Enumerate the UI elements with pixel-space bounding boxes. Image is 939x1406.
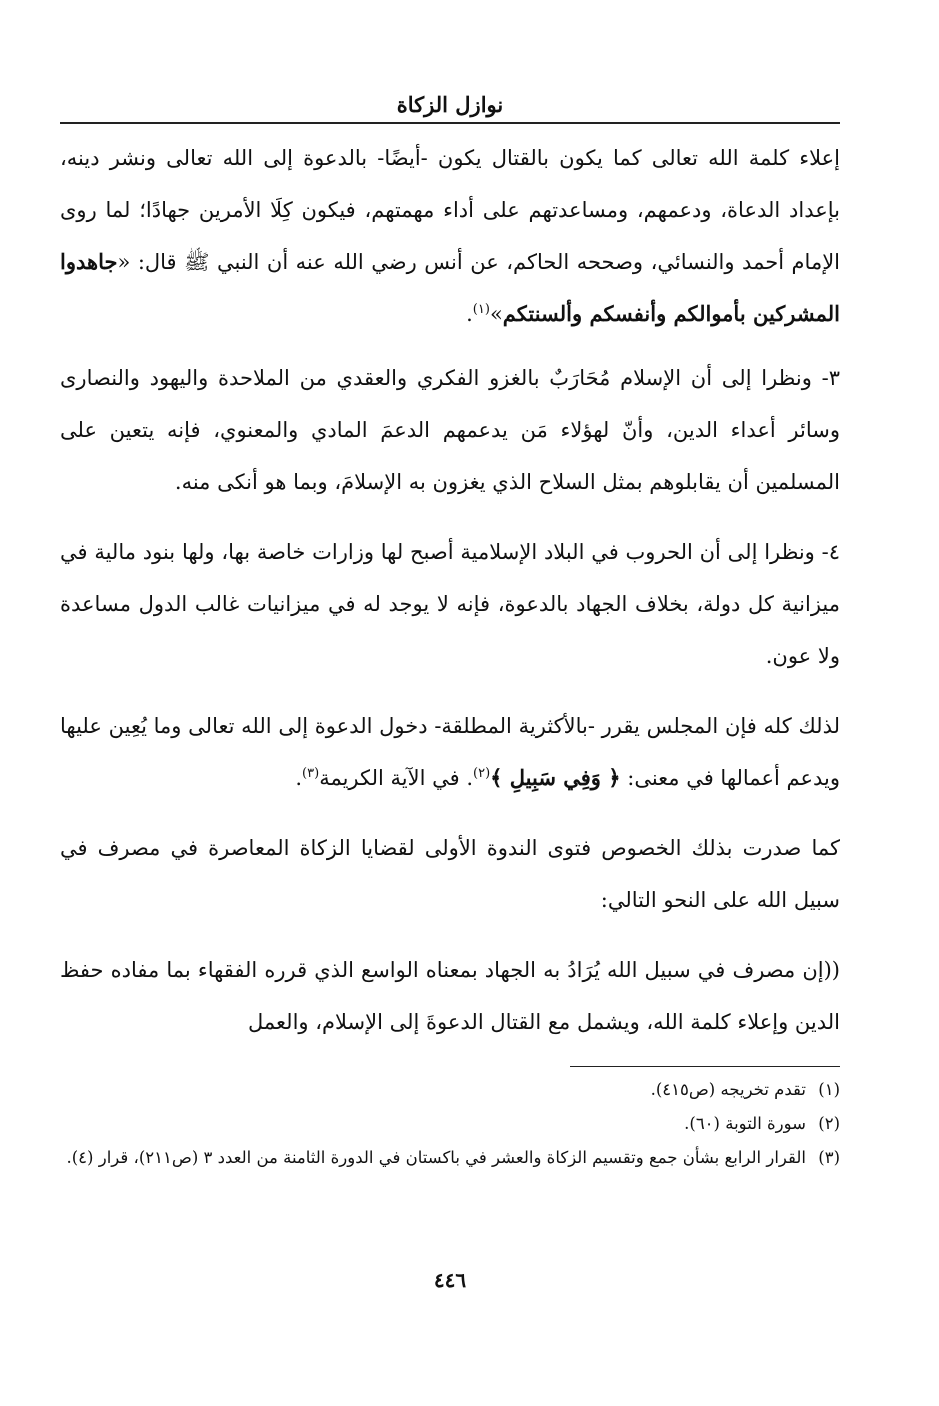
footnotes — [60, 1073, 840, 1175]
footnote-3-number: (٣) — [818, 1148, 840, 1167]
footnote-2-text: سورة التوبة (٦٠). — [684, 1114, 806, 1133]
paragraph-3: ٤- ونظرا إلى أن الحروب في البلاد الإسلامية أصبح لها وزارات خاصة بها، ولها بنود مالية في ميزانية كل دولة، بخلاف الجهاد بالدعوة، فإنه لا يوجد له في ميزانيات غالب الدول مساعدة ولا عون. — [60, 540, 840, 668]
paragraph-4-end: . — [295, 766, 303, 790]
footnote-1 — [60, 1073, 840, 1107]
hadith-quote: جاهدوا المشركين بأموالكم وأنفسكم وألسنتكم — [60, 249, 840, 326]
header-rule — [60, 122, 840, 124]
book-page — [60, 88, 840, 1318]
paragraph-4 — [60, 700, 840, 804]
page-number: ٤٤٦ — [433, 1268, 467, 1292]
paragraph-6: ((إن مصرف في سبيل الله يُرَادُ به الجهاد بمعناه الواسع الذي قرره الفقهاء بما مفاده حفظ الدين وإعلاء كلمة الله، ويشمل مع القتال الدعوةَ إلى الإسلام، والعمل — [60, 958, 840, 1034]
running-header — [60, 88, 840, 122]
body-text — [60, 132, 840, 1048]
footnote-2-number: (٢) — [818, 1114, 840, 1133]
footnote-2 — [60, 1107, 840, 1141]
running-header-title: نوازل الزكاة — [396, 92, 504, 117]
footnote-1-number: (١) — [818, 1080, 840, 1099]
paragraph-1 — [60, 132, 840, 340]
footnote-3 — [60, 1141, 840, 1175]
paragraph-1-text: إعلاء كلمة الله تعالى كما يكون بالقتال يكون -أيضًا- بالدعوة إلى الله تعالى ونشر دينه، بإعداد الدعاة، ودعمهم، ومساعدتهم على أداء مهمتهم، فيكون كِلَا الأمرين جهادًا؛ لما روى الإمام أحمد والنسائي، وصححه الحاكم، عن أنس رضي الله عنه أن النبي ﷺ قال: « — [60, 146, 840, 274]
paragraph-4-mid: . في الآية الكريمة — [319, 766, 474, 790]
footnote-ref-2: (٢) — [473, 766, 491, 781]
paragraph-1-end: . — [466, 302, 473, 326]
footnote-1-text: تقدم تخريجه (ص٤١٥). — [650, 1080, 806, 1099]
footnote-3-text: القرار الرابع بشأن جمع وتقسيم الزكاة والعشر في باكستان في الدورة الثامنة من العدد ٣ (ص٢١١)، قرار (٤). — [66, 1148, 806, 1167]
footnote-rule — [570, 1066, 840, 1067]
footnote-ref-1: (١) — [472, 302, 490, 317]
footnote-ref-3: (٣) — [302, 766, 320, 781]
paragraph-4-text: لذلك كله فإن المجلس يقرر -بالأكثرية المطلقة- دخول الدعوة إلى الله تعالى وما يُعِين عليها ويدعم أعمالها في معنى: — [60, 714, 840, 790]
paragraph-5: كما صدرت بذلك الخصوص فتوى الندوة الأولى لقضايا الزكاة المعاصرة في مصرف في سبيل الله على النحو التالي: — [60, 836, 840, 912]
paragraph-2: ٣- ونظرا إلى أن الإسلام مُحَارَبٌ بالغزو الفكري والعقدي من الملاحدة واليهود والنصارى وسائر أعداء الدين، وأنّ لهؤلاء مَن يدعمهم الدعمَ المادي والمعنوي، فإنه يتعين على المسلمين أن يقابلوهم بمثل السلاح الذي يغزون به الإسلامَ، وبما هو أنكى منه. — [60, 366, 840, 494]
quran-ayah: ﴿ وَفِي سَبِيلِ ﴾ — [490, 765, 621, 790]
quote-close-mark: » — [489, 302, 503, 326]
